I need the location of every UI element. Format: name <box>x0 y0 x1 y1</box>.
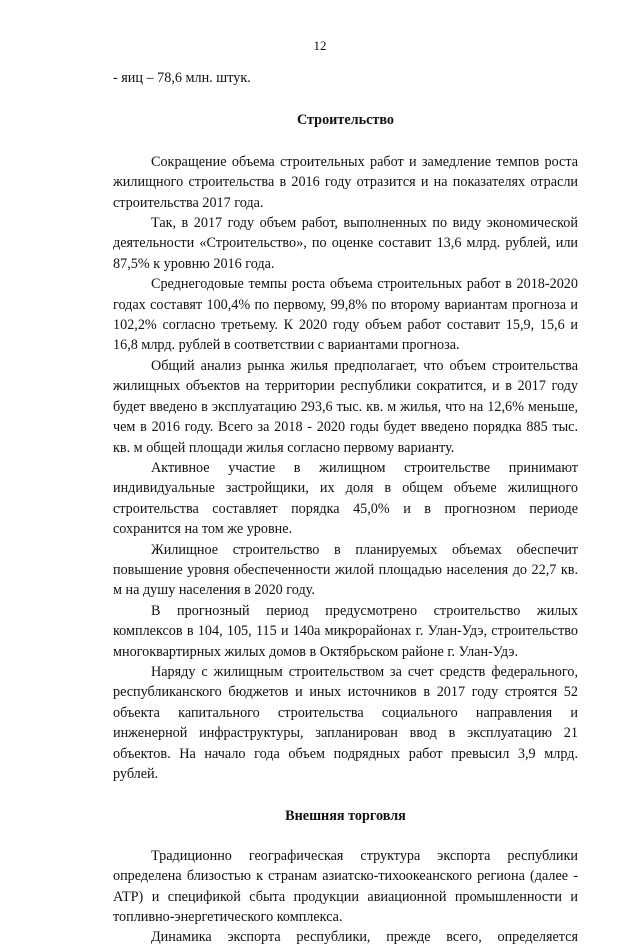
paragraph: Сокращение объема строительных работ и замедление темпов роста жилищного строительства в 2016 году отразится и на показателях отрасли строительства 2017 года. <box>113 153 578 211</box>
section-heading-construction: Строительство <box>296 112 394 129</box>
page-number: 12 <box>313 38 327 53</box>
paragraph: Наряду с жилищным строительством за счет средств федерального, республиканского бюджетов и иных источников в 2017 году строятся 52 объекта капитального строительства социального направления и инженерной инфраструктуры, запланирован ввод в эксплуатацию 21 объектов. На начало года объем подрядных работ превысил 3,9 млрд. рублей. <box>113 663 578 782</box>
paragraph: Среднегодовые темпы роста объема строительных работ в 2018-2020 годах составят 100,4% по первому, 99,8% по второму вариантам прогноза и 102,2% согласно третьему. К 2020 году объем работ составит 15,9, 15,6 и 16,8 млрд. рублей в соответствии с вариантами прогноза. <box>113 276 578 354</box>
intro-list-item: - яиц – 78,6 млн. штук. <box>113 70 251 86</box>
paragraph: Активное участие в жилищном строительстве принимают индивидуальные застройщики, их доля в общем объеме жилищного строительства составляет порядка 45,0% и в прогнозном периоде сохранится на том же уровне. <box>113 459 578 538</box>
paragraph: Общий анализ рынка жилья предполагает, что объем строительства жилищных объектов на территории республики сократится, и в 2017 году будет введено в эксплуатацию 293,6 тыс. кв. м жилья, что на 12,6% меньше, чем в 2016 году. Всего за 2018 - 2020 годы будет введено порядка 885 тыс. кв. м общей площади жилья согласно первому варианту. <box>113 357 578 456</box>
paragraph: В прогнозный период предусмотрено строительство жилых комплексов в 104, 105, 115 и 140а микрорайонах г. Улан-Удэ, строительство многоквартирных жилых домов в Октябрьском районе г. Улан-Удэ. <box>113 602 578 660</box>
paragraph: Жилищное строительство в планируемых объемах обеспечит повышение уровня обеспеченности жилой площадью населения до 22,7 кв. м на душу населения в 2020 году. <box>113 541 578 599</box>
paragraph: Динамика экспорта республики, прежде всего, определяется <box>151 929 578 946</box>
paragraph: Так, в 2017 году объем работ, выполненных по виду экономической деятельности «Строительство», по оценке составит 13,6 млрд. рублей, или 87,5% к уровню 2016 года. <box>113 215 578 272</box>
section-heading-foreign-trade: Внешняя торговля <box>285 808 406 825</box>
paragraph: Традиционно географическая структура экспорта республики определена близостью к странам азиатско-тихоокеанского региона (далее - АТР) и спецификой сбыта продукции авиационной промышленности и топливно-энергетического комплекса. <box>113 847 578 926</box>
document-body <box>113 68 578 948</box>
